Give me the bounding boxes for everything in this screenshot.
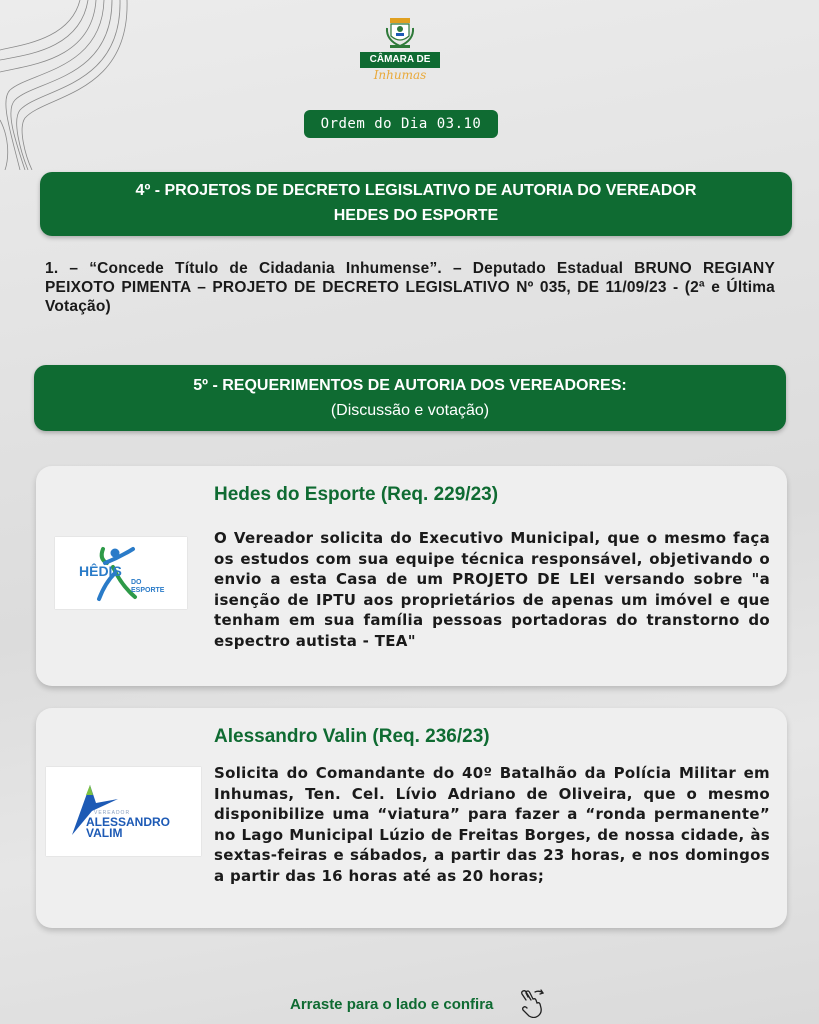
section-4-title-line2: HEDES DO ESPORTE [333,207,499,224]
logo-band-text: CÂMARA DE [360,52,440,68]
request-title: Alessandro Valin (Req. 236/23) [214,726,490,747]
date-label: Ordem do Dia 03.10 [304,110,498,138]
request-body: Solicita do Comandante do 40º Batalhão da Polícia Militar em Inhumas, Ten. Cel. Lívio Adriano de Oliveira, que o mesmo disponibilize uma “viatura” para fazer a “ronda permanente” no Lago Municipal Lúzio de Freitas Borges, de nossa cidade, às sextas-feiras e sábados, a partir das 23 horas, e nos domingos a partir das 16 horas até as 20 horas; [214,764,770,885]
hedis-logo-main: HÊDIS [79,563,122,579]
hedis-logo-sub: DO ESPORTE [131,579,165,594]
section-5-title-line2: (Discussão e votação) [330,402,490,419]
logo-script-text: Inhumas [373,68,427,82]
request-card [36,466,787,686]
request-title: Hedes do Esporte (Req. 229/23) [214,484,499,505]
swipe-hint-text: Arraste para o lado e confira [290,996,494,1013]
section-5-banner [34,365,786,431]
section-4-item: 1. – “Concede Título de Cidadania Inhumense”. – Deputado Estadual BRUNO REGIANY PEIXOTO PIMENTA – PROJETO DE DECRETO LEGISLATIVO Nº 035, DE 11/09/23 - (2ª e Última Votação) [45,260,775,315]
valim-logo [46,767,201,856]
municipal-coat-of-arms-icon [384,16,416,50]
request-card [36,708,787,928]
request-body: O Vereador solicita do Executivo Municipal, que o mesmo faça os estudos com sua equipe técnica responsável, objetivando o envio a esta Casa de um PROJETO DE LEI versando sobre "a isenção de IPTU aos proprietários de apenas um imóvel e que tenham em sua família pessoas portadoras do transtorno do espectro autista - TEA" [214,529,770,650]
section-4-title-line1: 4º - PROJETOS DE DECRETO LEGISLATIVO DE AUTORIA DO VEREADOR [135,182,697,199]
camara-logo [356,16,444,86]
decorative-wave-lines [0,0,140,170]
section-5-title-line1: 5º - REQUERIMENTOS DE AUTORIA DOS VEREADORES: [193,377,627,394]
swipe-hand-icon [518,988,546,1018]
valim-logo-tag: VEREADOR [94,810,131,816]
hedis-logo [55,537,187,609]
section-4-banner [40,172,792,236]
valim-logo-name: ALESSANDRO VALIM [86,815,171,840]
